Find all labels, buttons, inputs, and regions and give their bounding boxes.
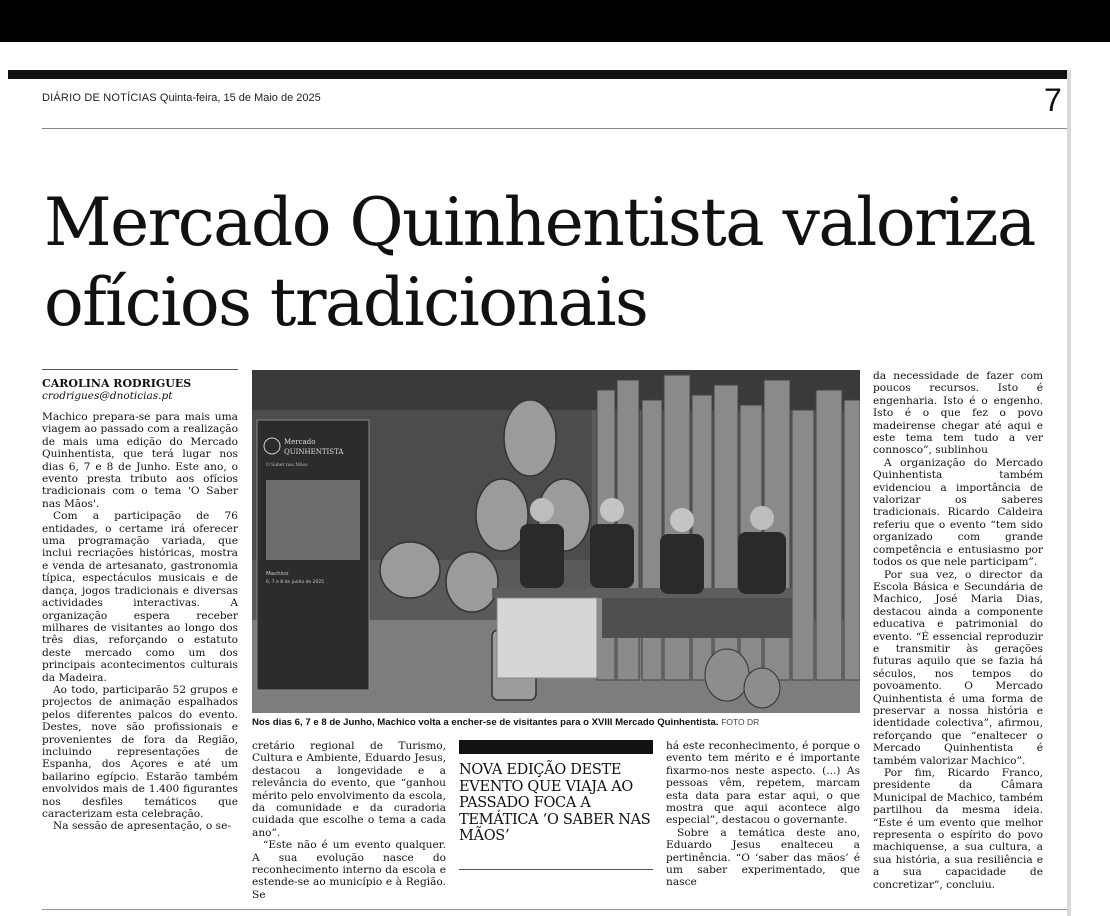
text-column-3 xyxy=(666,740,860,889)
newspaper-page xyxy=(0,42,1110,916)
paragraph: da necessidade de fazer com poucos recursos. Isto é engenharia. Isto é o engenho. Isto é o que fez o povo madeirense chegar até aqui e este tema tem tudo a ver connosco”, sublinhou xyxy=(873,370,1043,457)
banner-dates: 6, 7 e 8 de junho de 2025 xyxy=(266,580,325,585)
page-number: 7 xyxy=(1044,82,1062,118)
paragraph: Na sessão de apresentação, o se- xyxy=(53,820,231,833)
banner-title-2: QUINHENTISTA xyxy=(284,448,344,456)
byline xyxy=(42,377,238,402)
paragraph: Sobre a temática deste ano, Eduardo Jesus enalteceu a pertinência. “O ‘saber das mãos’ é um saber experimentado, que nasce xyxy=(666,826,860,889)
photo-credit: FOTO DR xyxy=(721,717,760,727)
banner-title-1: Mercado xyxy=(284,438,316,446)
text-column-2 xyxy=(252,740,446,901)
banner-subtitle: O Saber nas Mãos xyxy=(266,463,308,468)
banner-place: Machico xyxy=(266,571,289,577)
publication-name: DIÁRIO DE NOTÍCIAS xyxy=(42,92,157,104)
running-header xyxy=(42,92,321,104)
issue-date: Quinta-feira, 15 de Maio de 2025 xyxy=(159,92,321,104)
caption-text: Nos dias 6, 7 e 8 de Junho, Machico volta a encher-se de visitantes para o XVIII Mercado Quinhentista. xyxy=(252,717,719,728)
paragraph: A organização do Mercado Quinhentista também evidenciou a importância de valorizar os saberes tradicionais. Ricardo Caldeira referiu que o evento “tem sido organizado com grande competência e entusiasmo por todos os que nele participam”. xyxy=(873,456,1043,569)
paragraph: Com a participação de 76 entidades, o certame irá oferecer uma programação variada, que inclui recriações históricas, mostra e venda de artesanato, gastronomia típica, espectáculos musicais e de dança, jogos tradicionais e diversas actividades interactivas. A organização espera receber milhares de visitantes ao longo dos três dias, reforçando o estatuto deste mercado como um dos principais acontecimentos culturais da Madeira. xyxy=(42,510,238,684)
text-column-1 xyxy=(42,411,238,833)
page-edge xyxy=(1067,70,1071,916)
paragraph: Ao todo, participarão 52 grupos e projectos de animação espalhados pelos diferentes palcos do evento. Destes, nove são profissionais e provenientes de fora da Região, incluindo representações de Espanha, dos Açores e até um bailarino egípcio. Estarão também envolvidos mais de 1.400 figurantes nos desfiles temáticos que caracterizam esta celebração. xyxy=(42,683,238,820)
bottom-rule xyxy=(42,909,1067,910)
paragraph: Machico prepara-se para mais uma viagem ao passado com a realização de mais uma edição do Mercado Quinhentista, que terá lugar nos dias 6, 7 e 8 de Junho. Este ano, o evento presta tributo aos ofícios tradicionais com o tema 'O Saber nas Mãos'. xyxy=(42,411,238,510)
author-name: CAROLINA RODRIGUES xyxy=(42,377,192,390)
pull-quote-rule xyxy=(459,869,653,870)
text-column-4 xyxy=(873,370,1043,891)
header-rule xyxy=(42,128,1067,129)
paragraph: “Este não é um evento qualquer. A sua evolução nasce do reconhecimento interno da escola e estende-se ao município e à Região. Se xyxy=(252,839,446,901)
headline: Mercado Quinhentista valoriza ofícios tradicionais xyxy=(44,184,1035,341)
paragraph: Por sua vez, o director da Escola Básica e Secundária de Machico, José Maria Dias, destacou ainda a componente educativa e patrimonial do evento. “É essencial reproduzir e transmitir às gerações futuras aquilo que se fazia há séculos, nos tempos do povoamento. O Mercado Quinhentista é uma forma de preservar a nossa história e identidade colectiva”, afirmou, reforçando que “enaltecer o Mercado Quinhentista é também valorizar Machico”. xyxy=(873,568,1043,767)
paragraph: Por fim, Ricardo Franco, presidente da Câmara Municipal de Machico, também partilhou da mesma ideia. “Este é um evento que melhor representa o espírito do povo machiquense, a sua cultura, a sua história, a sua resiliência e a sua capacidade de concretizar”, concluiu. xyxy=(873,767,1043,891)
paragraph: cretário regional de Turismo, Cultura e Ambiente, Eduardo Jesus, destacou a longevidade e a relevância do evento, que “ganhou mérito pelo envolvimento da escola, da comunidade e da curadoria cuidada que escolhe o tema a cada ano”. xyxy=(252,740,446,839)
paragraph: há este reconhecimento, é porque o evento tem mérito e é importante fixarmo-nos neste aspecto. (...) As pessoas vêm, repetem, marcam esta data para estar aqui, o que mostra que aqui acontece algo especial”, destacou o governante. xyxy=(666,740,860,827)
top-rule xyxy=(8,70,1068,79)
article-photo xyxy=(252,370,860,713)
photo-caption xyxy=(252,717,862,728)
author-email[interactable]: crodrigues@dnoticias.pt xyxy=(42,390,173,402)
pull-quote: NOVA EDIÇÃO DESTE EVENTO QUE VIAJA AO PASSADO FOCA A TEMÁTICA ‘O SABER NAS MÃOS’ xyxy=(459,762,651,844)
pull-quote-bar xyxy=(459,740,653,754)
press-conference-photo xyxy=(252,370,860,713)
byline-rule xyxy=(42,369,238,370)
